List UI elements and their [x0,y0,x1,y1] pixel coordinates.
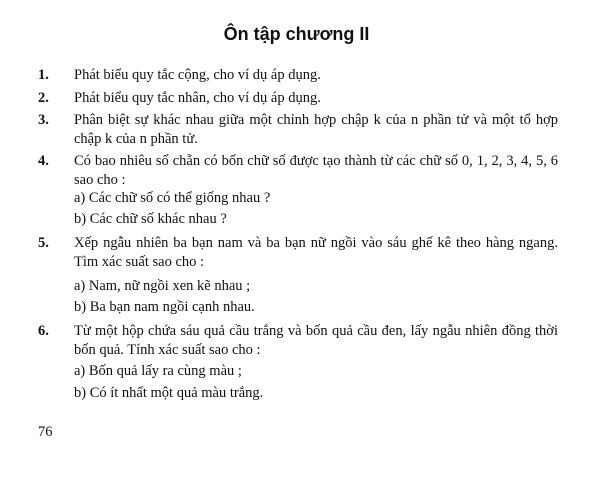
question-text: Phân biệt sự khác nhau giữa một chỉnh hợp chập k của n phần tử và một tổ hợp chập k của n phần tử. [74,112,558,147]
question-5-part-a: a) Nam, nữ ngồi xen kẽ nhau ; [74,278,251,294]
question-6 [38,322,558,360]
question-3 [38,111,558,149]
question-5 [38,234,558,272]
question-number: 2. [38,90,49,106]
chapter-review-title: Ôn tập chương II [223,24,370,44]
question-number: 1. [38,67,49,83]
question-5-part-b: b) Ba bạn nam ngồi cạnh nhau. [74,299,255,315]
question-text: Phát biểu quy tắc cộng, cho ví dụ áp dụng. [74,67,321,83]
question-1 [38,66,558,85]
question-6-part-a: a) Bốn quả lấy ra cùng màu ; [74,363,242,379]
question-text: Có bao nhiêu số chẵn có bốn chữ số được tạo thành từ các chữ số 0, 1, 2, 3, 4, 5, 6 sao cho : [74,153,558,188]
question-4-part-b: b) Các chữ số khác nhau ? [74,211,227,227]
question-text: Phát biểu quy tắc nhân, cho ví dụ áp dụng. [74,90,321,106]
question-number: 3. [38,112,49,128]
page-number: 76 [38,424,53,440]
question-number: 6. [38,323,49,339]
question-number: 5. [38,235,49,251]
question-text: Xếp ngẫu nhiên ba bạn nam và ba bạn nữ ngồi vào sáu ghế kê theo hàng ngang. Tìm xác suất sao cho : [74,235,558,270]
question-text: Từ một hộp chứa sáu quả cầu trắng và bốn quả cầu đen, lấy ngẫu nhiên đồng thời bốn quả. Tính xác suất sao cho : [74,323,558,358]
question-number: 4. [38,153,49,169]
question-4-part-a: a) Các chữ số có thể giống nhau ? [74,190,271,206]
question-4 [38,152,558,190]
question-6-part-b: b) Có ít nhất một quả màu trắng. [74,385,264,401]
question-2 [38,89,558,108]
